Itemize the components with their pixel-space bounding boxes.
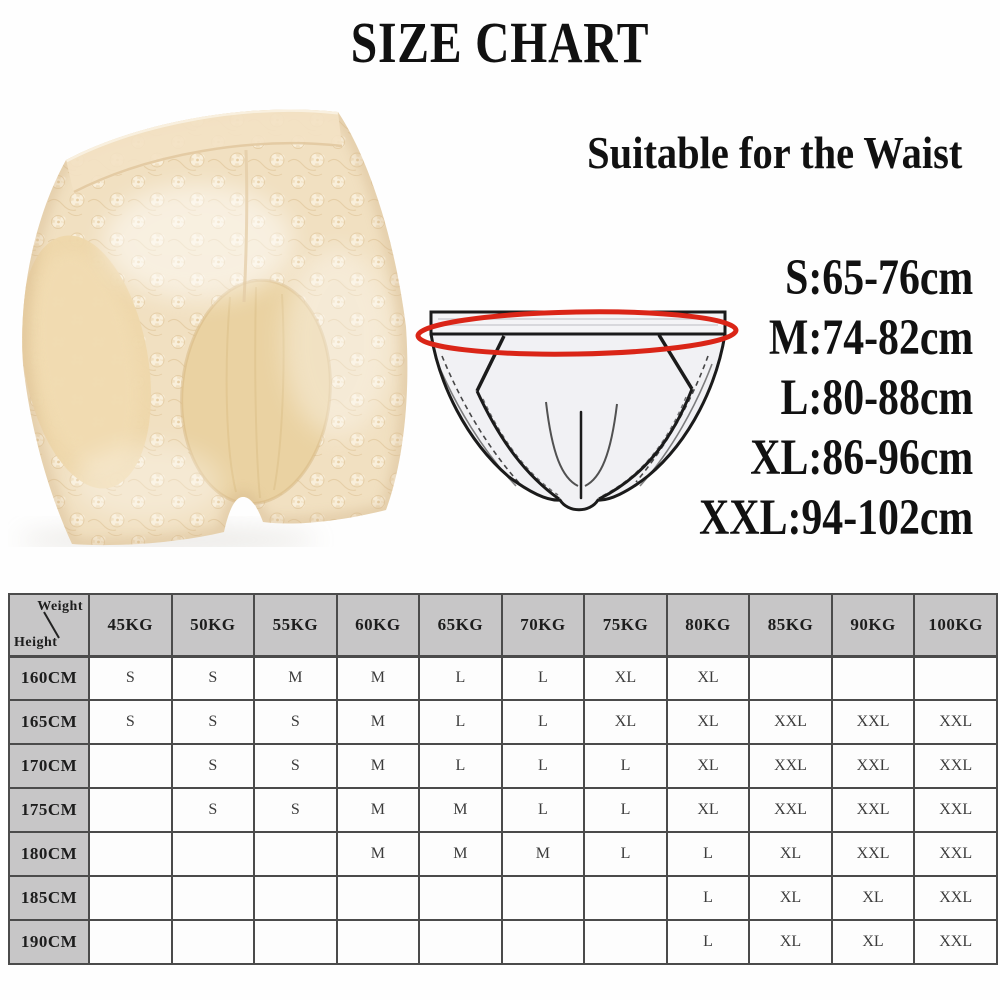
size-cell xyxy=(832,656,915,700)
size-cell: L xyxy=(502,700,585,744)
size-cell: XL xyxy=(667,700,750,744)
size-cell: M xyxy=(419,832,502,876)
size-cell: XXL xyxy=(832,832,915,876)
table-row-165cm xyxy=(9,700,997,744)
corner-cell xyxy=(9,594,89,656)
size-cell: XXL xyxy=(914,920,997,964)
size-cell: XXL xyxy=(832,700,915,744)
size-cell: S xyxy=(254,700,337,744)
height-header-170cm: 170CM xyxy=(9,744,89,788)
size-cell xyxy=(419,876,502,920)
size-cell: L xyxy=(419,744,502,788)
size-cell xyxy=(749,656,832,700)
size-cell xyxy=(914,656,997,700)
waist-size-list xyxy=(639,248,973,548)
size-cell xyxy=(254,920,337,964)
size-cell: XXL xyxy=(914,832,997,876)
weight-header-75kg: 75KG xyxy=(584,594,667,656)
size-cell: M xyxy=(337,788,420,832)
waist-size-xxl: XXL:94-102cm xyxy=(698,490,973,546)
size-cell: S xyxy=(254,744,337,788)
size-cell: XL xyxy=(667,788,750,832)
size-cell: S xyxy=(89,656,172,700)
size-cell: S xyxy=(172,744,255,788)
size-cell: XL xyxy=(749,920,832,964)
weight-header-50kg: 50KG xyxy=(172,594,255,656)
size-cell: S xyxy=(172,700,255,744)
height-header-160cm: 160CM xyxy=(9,656,89,700)
waist-heading: Suitable for the Waist xyxy=(586,127,962,178)
size-cell xyxy=(89,744,172,788)
size-cell: L xyxy=(667,920,750,964)
waist-size-m: M:74-82cm xyxy=(768,310,973,366)
corner-weight-label: Weight xyxy=(37,599,83,614)
size-cell: XL xyxy=(584,656,667,700)
table-row-175cm xyxy=(9,788,997,832)
weight-header-60kg: 60KG xyxy=(337,594,420,656)
size-cell: L xyxy=(419,700,502,744)
size-cell: XL xyxy=(667,656,750,700)
weight-header-70kg: 70KG xyxy=(502,594,585,656)
size-cell: S xyxy=(172,788,255,832)
size-cell xyxy=(337,920,420,964)
size-cell xyxy=(254,876,337,920)
size-cell: M xyxy=(502,832,585,876)
size-cell: XXL xyxy=(749,700,832,744)
table-row-180cm xyxy=(9,832,997,876)
size-cell xyxy=(584,920,667,964)
size-cell: S xyxy=(89,700,172,744)
weight-header-55kg: 55KG xyxy=(254,594,337,656)
size-cell: XL xyxy=(667,744,750,788)
size-cell: L xyxy=(584,744,667,788)
size-cell: XXL xyxy=(832,788,915,832)
size-cell xyxy=(502,876,585,920)
size-cell xyxy=(89,832,172,876)
size-cell: M xyxy=(419,788,502,832)
size-cell xyxy=(89,920,172,964)
weight-header-45kg: 45KG xyxy=(89,594,172,656)
weight-header-100kg: 100KG xyxy=(914,594,997,656)
height-header-190cm: 190CM xyxy=(9,920,89,964)
size-cell: L xyxy=(502,788,585,832)
size-cell: M xyxy=(337,700,420,744)
size-table xyxy=(8,593,998,965)
size-cell: XXL xyxy=(914,788,997,832)
waist-size-xl: XL:86-96cm xyxy=(750,430,973,486)
table-row-160cm xyxy=(9,656,997,700)
waist-size-l: L:80-88cm xyxy=(780,370,973,426)
size-cell: XL xyxy=(749,832,832,876)
corner-height-label: Height xyxy=(14,634,58,650)
size-cell: L xyxy=(584,832,667,876)
size-cell xyxy=(172,920,255,964)
size-cell: XXL xyxy=(749,744,832,788)
size-cell: XL xyxy=(832,876,915,920)
size-cell: L xyxy=(667,832,750,876)
weight-header-85kg: 85KG xyxy=(749,594,832,656)
size-table-body xyxy=(9,656,997,964)
size-cell xyxy=(89,876,172,920)
size-cell xyxy=(584,876,667,920)
size-cell: XL xyxy=(749,876,832,920)
size-cell: M xyxy=(337,832,420,876)
size-cell: S xyxy=(172,656,255,700)
size-cell xyxy=(337,876,420,920)
product-photo xyxy=(8,92,420,547)
weight-header-90kg: 90KG xyxy=(832,594,915,656)
size-cell xyxy=(172,876,255,920)
table-row-170cm xyxy=(9,744,997,788)
size-cell: M xyxy=(337,656,420,700)
size-cell xyxy=(172,832,255,876)
page-title: SIZE CHART xyxy=(350,10,650,75)
height-header-180cm: 180CM xyxy=(9,832,89,876)
height-header-185cm: 185CM xyxy=(9,876,89,920)
height-header-165cm: 165CM xyxy=(9,700,89,744)
size-cell: S xyxy=(254,788,337,832)
table-row-190cm xyxy=(9,920,997,964)
waist-size-s: S:65-76cm xyxy=(784,250,973,306)
size-cell xyxy=(254,832,337,876)
size-cell: XXL xyxy=(914,700,997,744)
weight-header-80kg: 80KG xyxy=(667,594,750,656)
size-cell: XL xyxy=(832,920,915,964)
height-header-175cm: 175CM xyxy=(9,788,89,832)
size-cell: XL xyxy=(584,700,667,744)
size-cell xyxy=(502,920,585,964)
weight-header-65kg: 65KG xyxy=(419,594,502,656)
size-cell: L xyxy=(667,876,750,920)
size-cell: L xyxy=(419,656,502,700)
table-header-row xyxy=(9,594,997,656)
table-row-185cm xyxy=(9,876,997,920)
size-cell: L xyxy=(502,656,585,700)
size-cell: XXL xyxy=(914,744,997,788)
size-cell: XXL xyxy=(914,876,997,920)
size-cell: M xyxy=(254,656,337,700)
size-cell xyxy=(89,788,172,832)
size-cell: XXL xyxy=(749,788,832,832)
size-cell: L xyxy=(502,744,585,788)
size-cell xyxy=(419,920,502,964)
size-cell: M xyxy=(337,744,420,788)
size-cell: L xyxy=(584,788,667,832)
size-cell: XXL xyxy=(832,744,915,788)
